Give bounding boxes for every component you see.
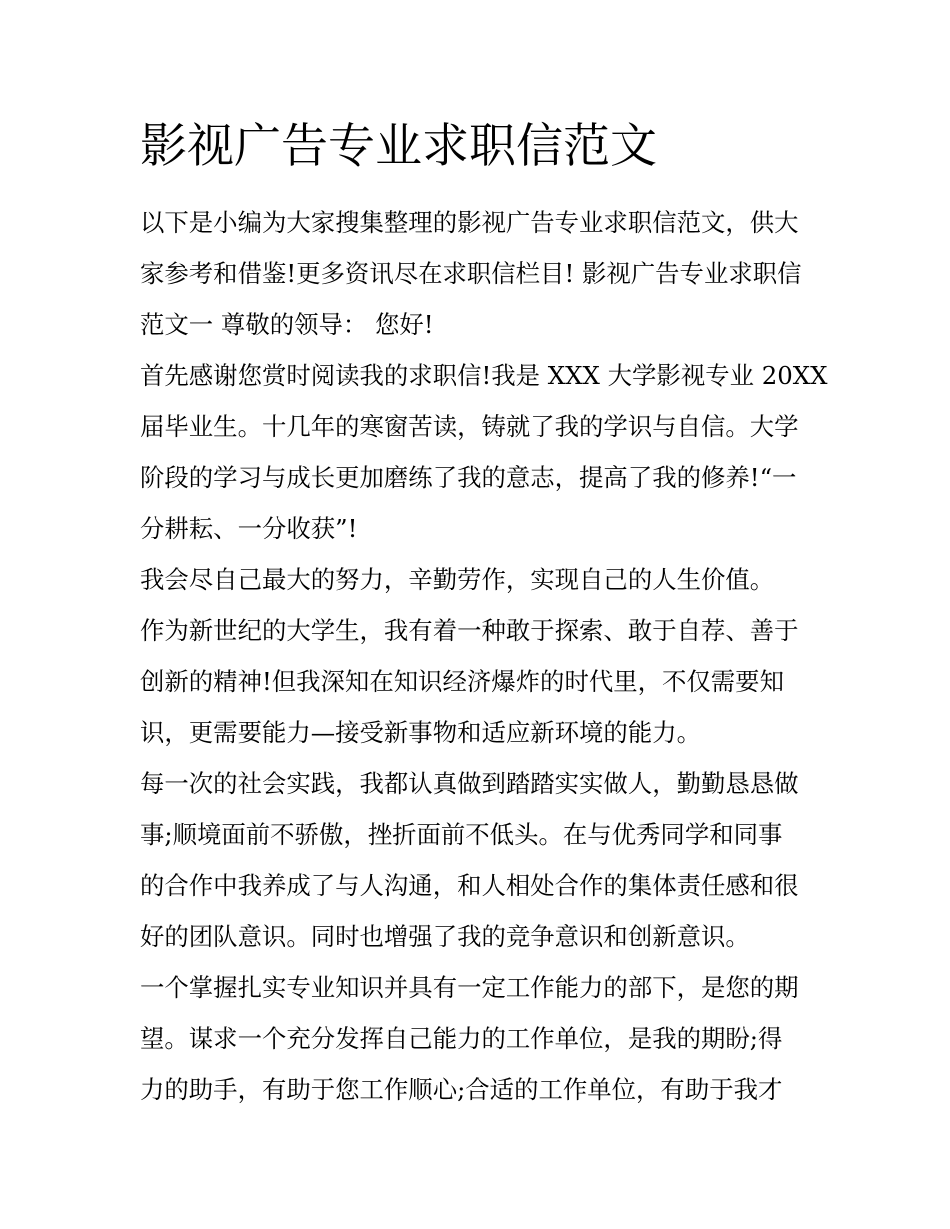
text-line: 分耕耘、一分收获”! (140, 514, 358, 543)
text-line: 每一次的社会实践，我都认真做到踏踏实实做人，勤勤恳恳做 (140, 769, 799, 798)
text-line: 范文一 尊敬的领导： 您好! (140, 310, 434, 339)
text-line: 阶段的学习与成长更加磨练了我的意志，提高了我的修养!“一 (140, 463, 797, 492)
paragraph-self-introduction (140, 350, 828, 554)
text-line: 识，更需要能力—接受新事物和适应新环境的能力。 (140, 718, 701, 747)
paragraph-expectation (140, 962, 820, 1115)
paragraph-intro (140, 197, 820, 350)
text-line: 以下是小编为大家搜集整理的影视广告专业求职信范文，供大 (140, 208, 799, 237)
text-line: 家参考和借鉴!更多资讯尽在求职信栏目! 影视广告专业求职信 (140, 259, 802, 288)
paragraph-practice (140, 758, 820, 962)
text-line: 作为新世纪的大学生，我有着一种敢于探索、敢于自荐、善于 (140, 616, 799, 645)
document-body (140, 197, 828, 1115)
text-line: 力的助手，有助于您工作顺心;合适的工作单位，有助于我才 (140, 1075, 783, 1104)
text-line: 创新的精神!但我深知在知识经济爆炸的时代里，不仅需要知 (140, 667, 784, 696)
text-line: 一个掌握扎实专业知识并具有一定工作能力的部下，是您的期 (140, 973, 799, 1002)
paragraph-spirit (140, 605, 820, 758)
text-line: 届毕业生。十几年的寒窗苦读，铸就了我的学识与自信。大学 (140, 412, 799, 441)
text-line: 我会尽自己最大的努力，辛勤劳作，实现自己的人生价值。 (140, 565, 775, 594)
text-line: 好的团队意识。同时也增强了我的竞争意识和创新意识。 (140, 922, 750, 951)
paragraph-commitment (140, 554, 820, 605)
document-title: 影视广告专业求职信范文 (140, 119, 657, 174)
text-line: 首先感谢您赏时阅读我的求职信!我是 XXX 大学影视专业 20XX (140, 361, 828, 390)
text-line: 的合作中我养成了与人沟通，和人相处合作的集体责任感和很 (140, 871, 799, 900)
text-line: 事;顺境面前不骄傲，挫折面前不低头。在与优秀同学和同事 (140, 820, 783, 849)
text-line: 望。谋求一个充分发挥自己能力的工作单位，是我的期盼;得 (140, 1024, 783, 1053)
